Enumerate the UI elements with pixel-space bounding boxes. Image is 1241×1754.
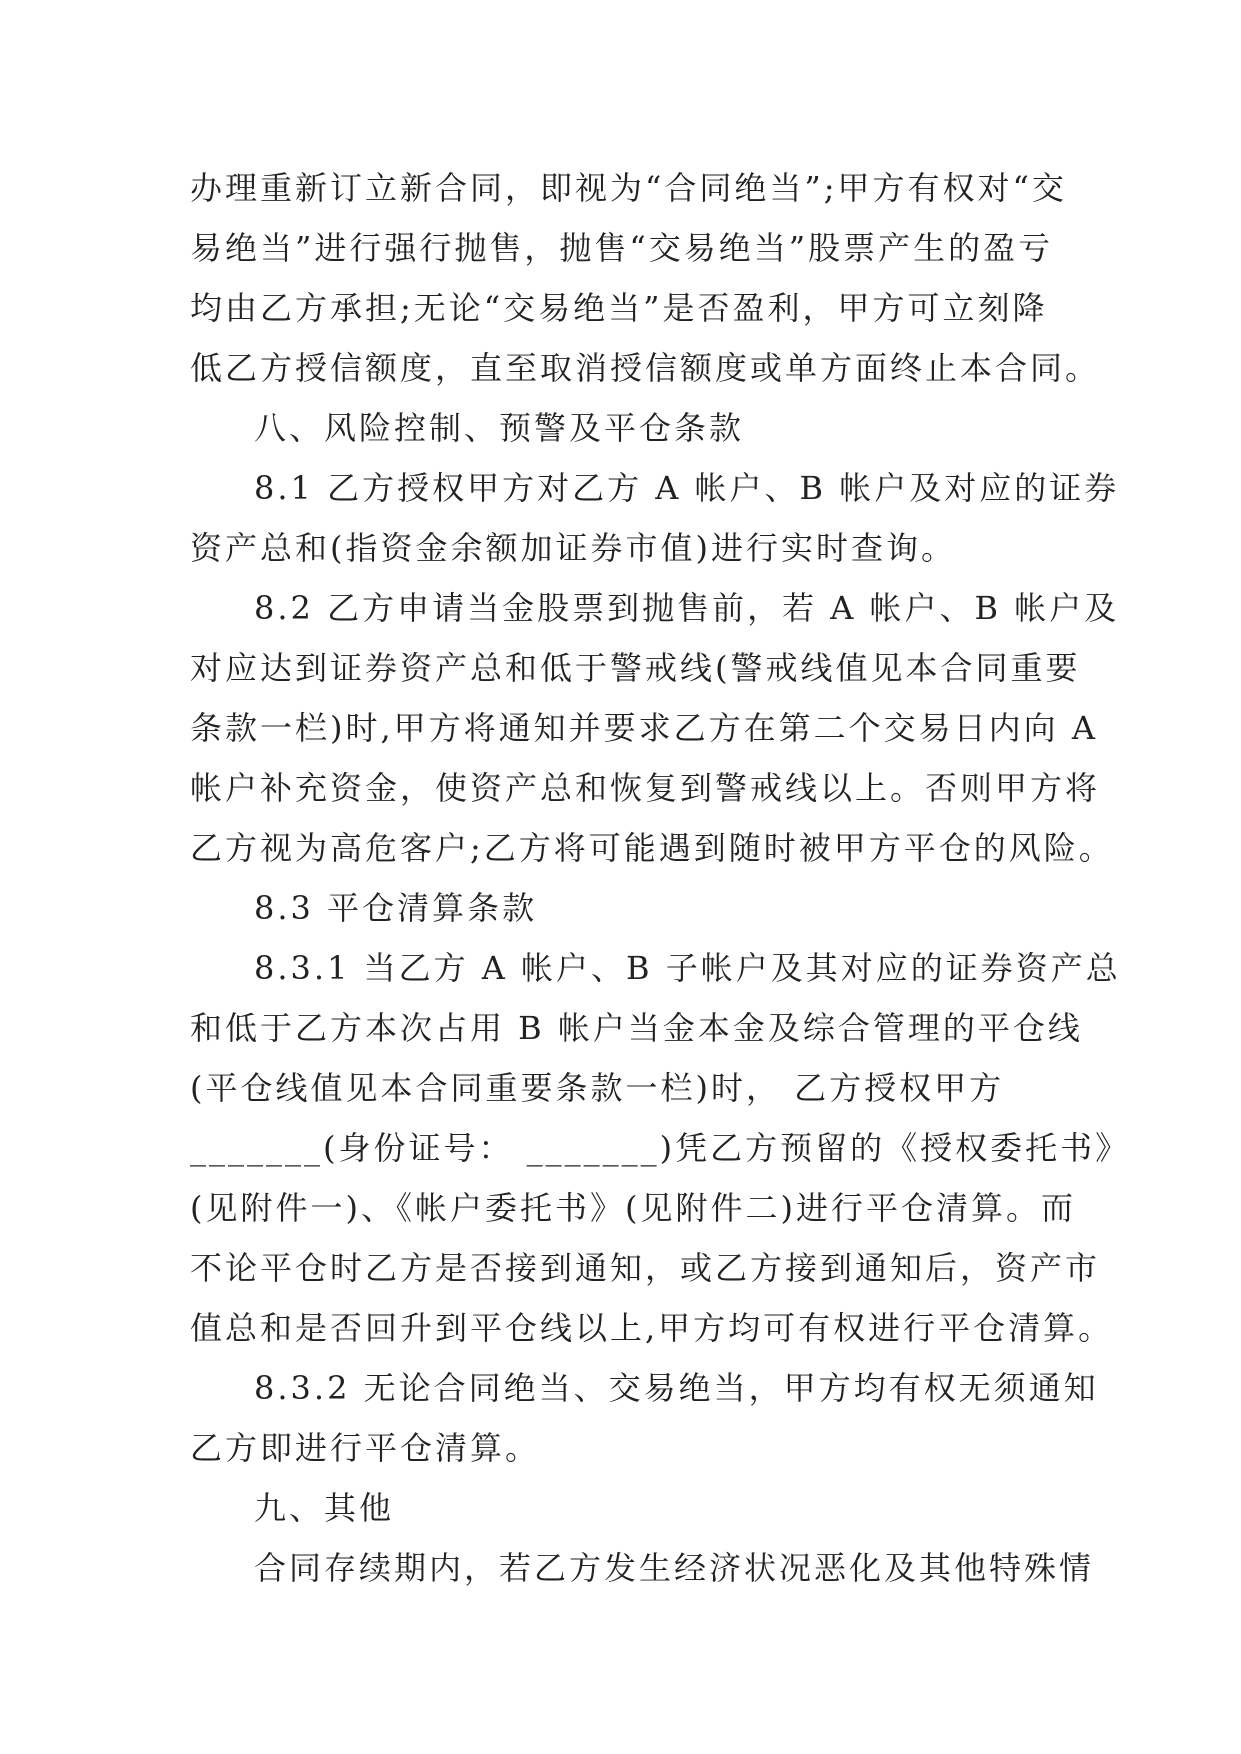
text-line: 资产总和(指资金余额加证券市值)进行实时查询。 <box>190 529 956 567</box>
text-line: (见附件一)、《帐户委托书》(见附件二)进行平仓清算。而 <box>190 1189 1076 1227</box>
text-line: 值总和是否回升到平仓线以上,甲方均可有权进行平仓清算。 <box>190 1309 1114 1347</box>
subsection-heading: 8.3 平仓清算条款 <box>254 889 538 927</box>
text-line: 合同存续期内，若乙方发生经济状况恶化及其他特殊情 <box>254 1549 1095 1587</box>
text-line: 易绝当”进行强行抛售，抛售“交易绝当”股票产生的盈亏 <box>190 229 1054 267</box>
text-line: 8.1 乙方授权甲方对乙方 A 帐户、B 帐户及对应的证券 <box>254 469 1120 507</box>
section-heading: 九、其他 <box>254 1489 395 1527</box>
text-line: 对应达到证券资产总和低于警戒线(警戒线值见本合同重要 <box>190 649 1081 687</box>
text-line: 8.3.1 当乙方 A 帐户、B 子帐户及其对应的证券资产总 <box>254 949 1121 987</box>
text-line: 办理重新订立新合同，即视为“合同绝当”;甲方有权对“交 <box>190 169 1067 207</box>
text-line: _______(身份证号： _______)凭乙方预留的《授权委托书》 <box>190 1129 1131 1167</box>
document-body <box>190 158 1131 1598</box>
text-line: 8.2 乙方申请当金股票到抛售前，若 A 帐户、B 帐户及 <box>254 589 1120 627</box>
text-line: 乙方视为高危客户;乙方将可能遇到随时被甲方平仓的风险。 <box>190 829 1114 867</box>
text-line: 乙方即进行平仓清算。 <box>190 1429 541 1467</box>
text-line: 低乙方授信额度，直至取消授信额度或单方面终止本合同。 <box>190 349 1101 387</box>
section-heading: 八、风险控制、预警及平仓条款 <box>254 409 745 447</box>
text-line: 条款一栏)时,甲方将通知并要求乙方在第二个交易日内向 A <box>190 709 1098 747</box>
text-line: 和低于乙方本次占用 B 帐户当金本金及综合管理的平仓线 <box>190 1009 1083 1047</box>
text-line: (平仓线值见本合同重要条款一栏)时， 乙方授权甲方 <box>190 1069 1005 1107</box>
text-line: 不论平仓时乙方是否接到通知，或乙方接到通知后，资产市 <box>190 1249 1101 1287</box>
text-line: 均由乙方承担;无论“交易绝当”是否盈利，甲方可立刻降 <box>190 289 1048 327</box>
text-line: 帐户补充资金，使资产总和恢复到警戒线以上。否则甲方将 <box>190 769 1101 807</box>
text-line: 8.3.2 无论合同绝当、交易绝当，甲方均有权无须通知 <box>254 1369 1099 1407</box>
